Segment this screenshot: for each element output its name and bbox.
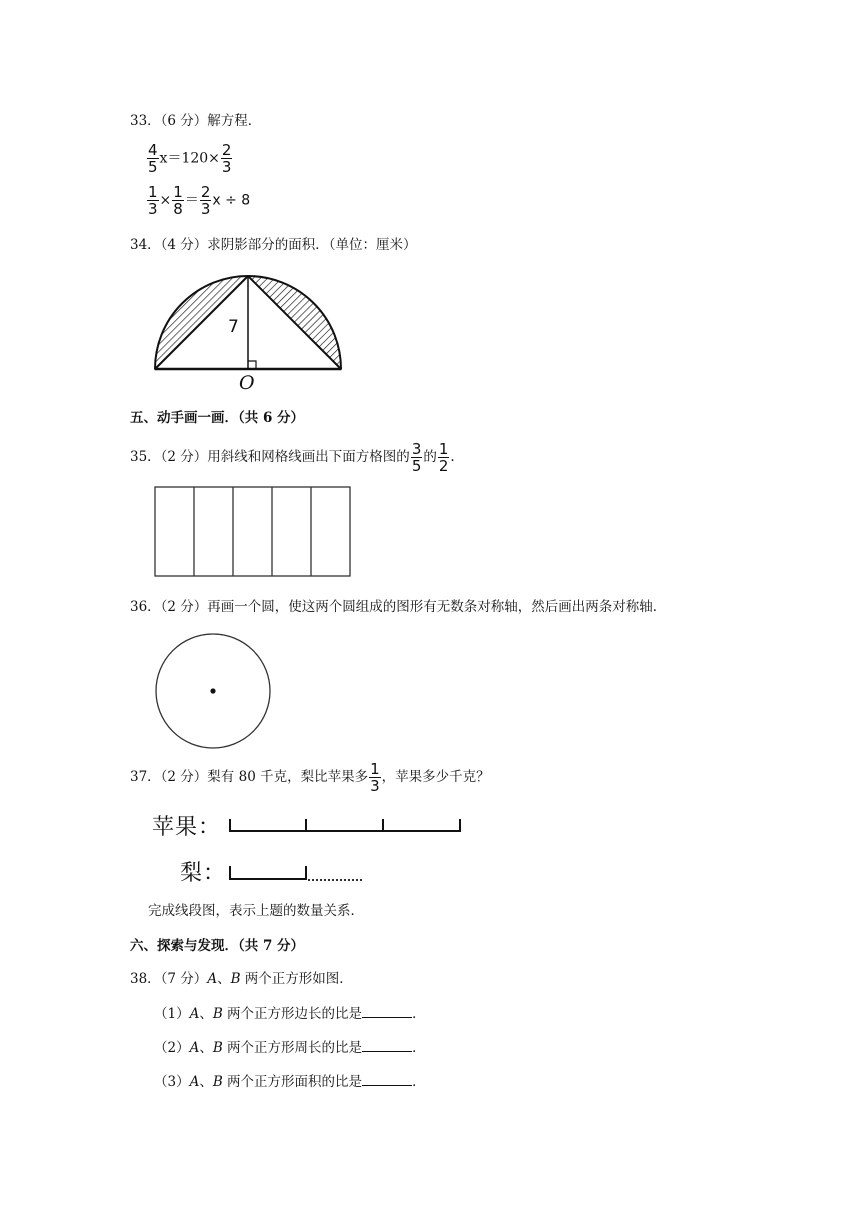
q38-item-1: （1）A、B 两个正方形边长的比是 ． xyxy=(154,1003,426,1023)
q35-title: 35．（2 分）用斜线和网格线画出下面方格图的 $\frac{3}{5}$ 的 $\frac{1}{2}$ . xyxy=(130,440,455,475)
fraction: $\frac{2}{3}$ xyxy=(200,183,211,218)
fraction: $\frac{1}{8}$ xyxy=(173,183,183,218)
q33-title: 33．（6 分）解方程． xyxy=(130,113,262,129)
center-label: O xyxy=(239,372,255,392)
center-dot xyxy=(210,688,215,693)
apple-segment xyxy=(226,814,466,836)
pear-segment xyxy=(226,860,376,884)
q36-title: 36．（2 分）再画一个圆，使这两个圆组成的图形有无数条对称轴，然后画出两条对称轴． xyxy=(130,599,667,615)
fraction: $\frac{1}{3}$ xyxy=(148,183,158,218)
fraction: $\frac{2}{3}$ xyxy=(221,141,232,176)
grid-rectangle xyxy=(154,486,352,578)
q38-item-3: （3）A、B 两个正方形面积的比是 ． xyxy=(154,1071,426,1091)
q38-title: 38．（7 分）A、B 两个正方形如图． xyxy=(130,971,353,987)
fraction: $\frac{3}{5}$ xyxy=(411,440,422,475)
semicircle-figure xyxy=(150,268,360,392)
q34-title: 34．（4 分）求阴影部分的面积．（单位：厘米） xyxy=(130,237,417,253)
section-6-title: 六、探索与发现．（共 7 分） xyxy=(130,938,305,954)
right-angle-mark xyxy=(248,361,256,369)
q33-equation-1: $\frac{4}{5}$ x＝120× $\frac{2}{3}$ xyxy=(148,141,232,176)
answer-blank[interactable] xyxy=(362,1003,412,1018)
q37-note: 完成线段图，表示上题的数量关系． xyxy=(148,903,364,919)
pear-label: 梨： xyxy=(180,861,227,886)
q33-equation-2: $\frac{1}{3}$ × $\frac{1}{8}$ ＝ $\frac{2}{3}$ x ÷ 8 xyxy=(148,183,251,218)
apple-label: 苹果： xyxy=(152,815,222,840)
q38-item-2: （2）A、B 两个正方形周长的比是 ． xyxy=(154,1037,426,1057)
circle-figure xyxy=(154,632,272,750)
fraction: $\frac{1}{2}$ xyxy=(438,440,449,475)
q37-title: 37．（2 分）梨有 80 千克，梨比苹果多 $\frac{1}{3}$ ，苹果多少千克？ xyxy=(130,760,490,795)
section-5-title: 五、动手画一画．（共 6 分） xyxy=(130,410,305,426)
fraction: $\frac{1}{3}$ xyxy=(370,760,380,795)
fraction: $\frac{4}{5}$ xyxy=(148,141,158,176)
answer-blank[interactable] xyxy=(362,1037,412,1052)
answer-blank[interactable] xyxy=(362,1071,412,1086)
height-label: 7 xyxy=(228,317,239,337)
